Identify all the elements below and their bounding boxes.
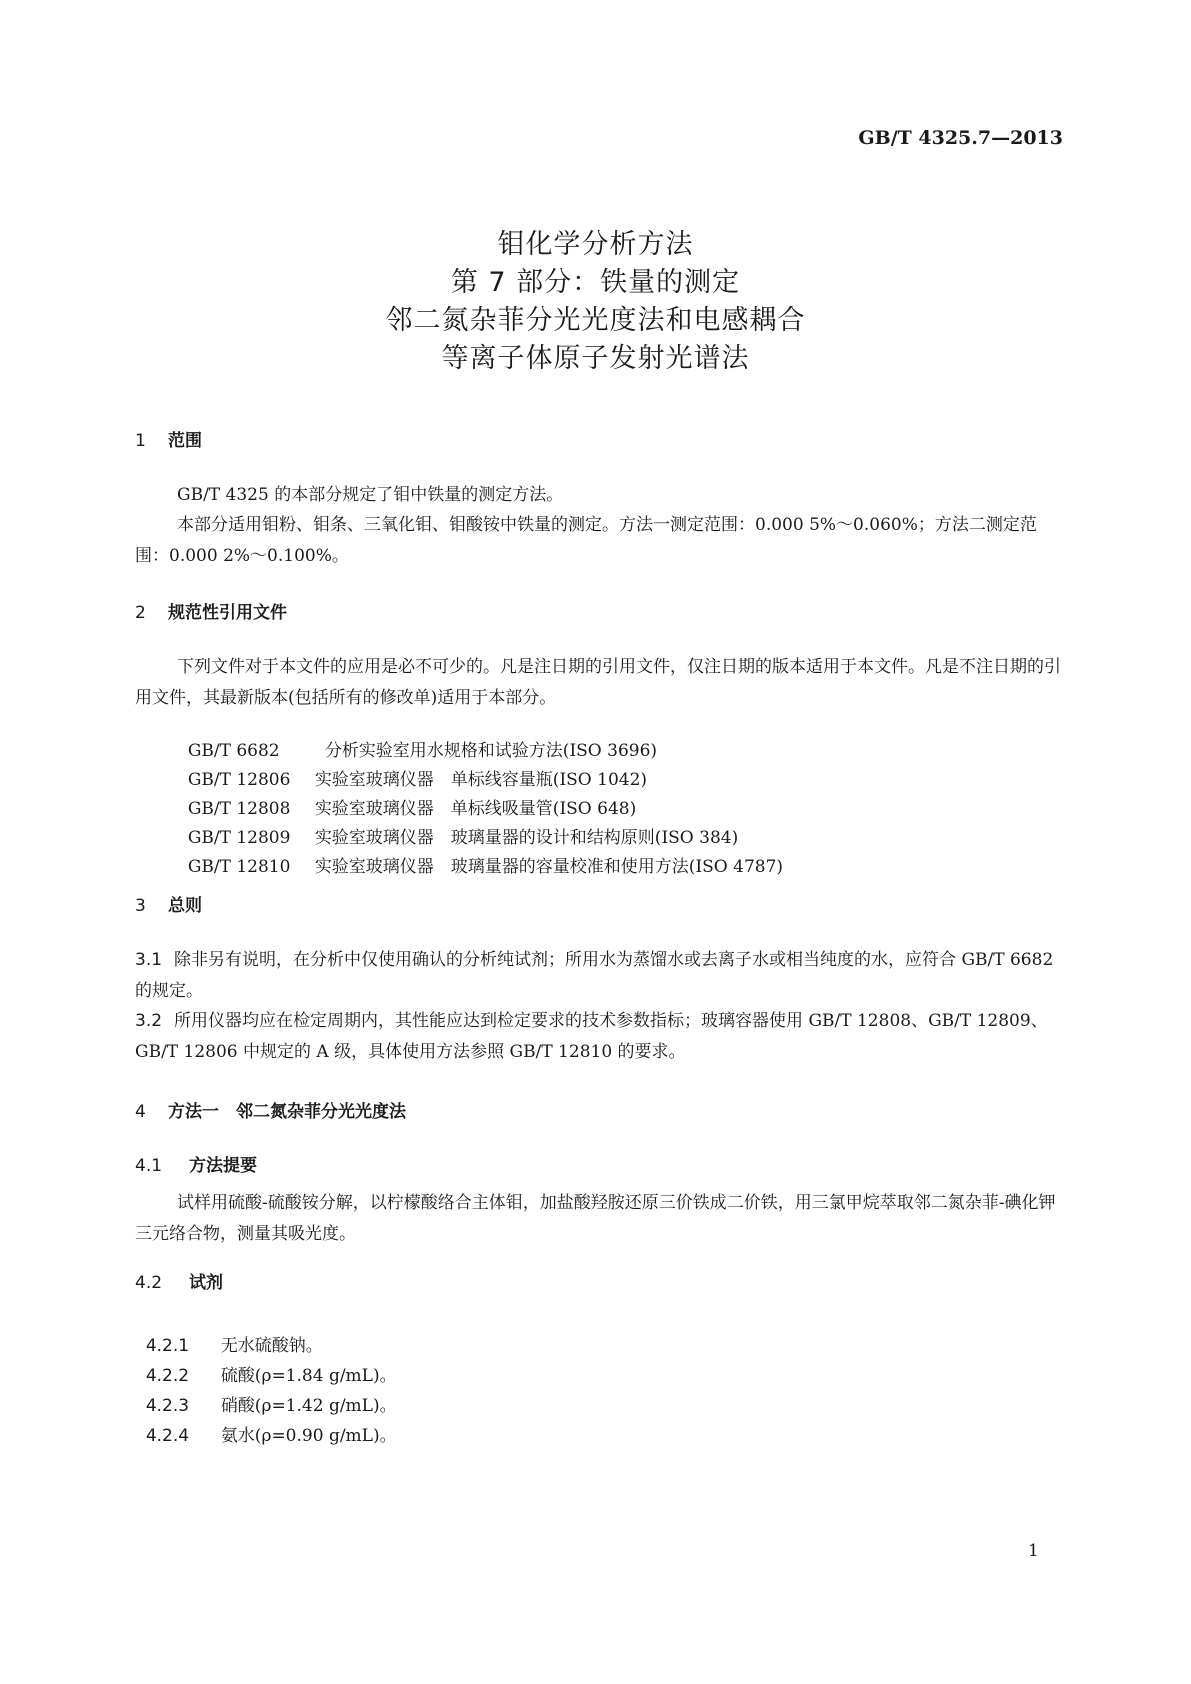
clause-3-1 xyxy=(135,945,1063,1007)
subsection-number: 4.1 xyxy=(135,1156,163,1176)
clause-text: 除非另有说明，在分析中仅使用确认的分析纯试剂；所用水为蒸馏水或去离子水或相当纯度的水，应符合 GB/T 6682 的规定。 xyxy=(135,950,1054,1001)
reference-code: GB/T 6682 xyxy=(187,741,280,761)
reference-text: 实验室玻璃仪器 玻璃量器的容量校准和使用方法(ISO 4787) xyxy=(314,857,784,877)
reagent-number: 4.2.1 xyxy=(145,1336,190,1356)
section-number: 1 xyxy=(135,431,146,451)
section-title: 规范性引用文件 xyxy=(168,603,287,623)
title-line-1: 钼化学分析方法 xyxy=(497,229,694,260)
clause-text: 所用仪器均应在检定周期内，其性能应达到检定要求的技术参数指标；玻璃容器使用 GB/T 12808、GB/T 12809、GB/T 12806 中规定的 A 级，具体使用方法参照 GB/T 12810 的要求。 xyxy=(135,1011,1048,1062)
reference-code: GB/T 12808 xyxy=(187,799,291,819)
title-line-4: 等离子体原子发射光谱法 xyxy=(441,343,750,374)
reagent-text: 无水硫酸钠。 xyxy=(220,1336,323,1356)
section-1-heading xyxy=(135,426,202,451)
clause-3-2 xyxy=(135,1006,1063,1068)
section-title: 总则 xyxy=(168,896,202,916)
subsection-title: 试剂 xyxy=(189,1273,223,1293)
reference-text: 实验室玻璃仪器 玻璃量器的设计和结构原则(ISO 384) xyxy=(314,828,739,848)
reference-text: 实验室玻璃仪器 单标线吸量管(ISO 648) xyxy=(314,799,637,819)
reagent-text: 硫酸(ρ=1.84 g/mL)。 xyxy=(220,1366,397,1386)
reference-code: GB/T 12810 xyxy=(187,857,291,877)
reagent-number: 4.2.4 xyxy=(145,1426,190,1446)
document-title xyxy=(0,226,1191,378)
clause-number: 3.1 xyxy=(135,950,163,970)
subsection-4-2-heading xyxy=(135,1268,223,1293)
reference-item xyxy=(177,832,783,877)
section-number: 3 xyxy=(135,896,146,916)
section-number: 4 xyxy=(135,1102,146,1122)
section-title: 方法一 邻二氮杂菲分光光度法 xyxy=(168,1102,406,1122)
reagent-number: 4.2.2 xyxy=(145,1366,190,1386)
title-line-2: 第 7 部分：铁量的测定 xyxy=(450,267,741,298)
section-number: 2 xyxy=(135,603,146,623)
reagent-item xyxy=(135,1401,397,1446)
title-line-3: 邻二氮杂菲分光光度法和电感耦合 xyxy=(385,305,806,336)
section-3-heading xyxy=(135,891,202,916)
reagent-text: 氨水(ρ=0.90 g/mL)。 xyxy=(220,1426,397,1446)
reagent-text: 硝酸(ρ=1.42 g/mL)。 xyxy=(220,1396,397,1416)
normative-ref-paragraph: 下列文件对于本文件的应用是必不可少的。凡是注日期的引用文件，仅注日期的版本适用于本文件。凡是不注日期的引用文件，其最新版本(包括所有的修改单)适用于本部分。 xyxy=(135,657,1061,708)
subsection-number: 4.2 xyxy=(135,1273,163,1293)
scope-paragraph-2: 本部分适用钼粉、钼条、三氧化钼、钼酸铵中铁量的测定。方法一测定范围：0.000 5%～0.060%；方法二测定范围：0.000 2%～0.100%。 xyxy=(135,515,1037,566)
reference-code: GB/T 12806 xyxy=(187,770,291,790)
reference-text: 分析实验室用水规格和试验方法(ISO 3696) xyxy=(324,741,658,761)
method-summary-paragraph: 试样用硫酸-硫酸铵分解，以柠檬酸络合主体钼，加盐酸羟胺还原三价铁成二价铁，用三氯甲烷萃取邻二氮杂菲-碘化钾三元络合物，测量其吸光度。 xyxy=(135,1193,1056,1244)
section-4-heading xyxy=(135,1097,406,1122)
subsection-title: 方法提要 xyxy=(189,1156,257,1176)
section-title: 范围 xyxy=(168,431,202,451)
reference-text: 实验室玻璃仪器 单标线容量瓶(ISO 1042) xyxy=(314,770,648,790)
page-number: 1 xyxy=(1028,1541,1039,1561)
scope-paragraph-1: GB/T 4325 的本部分规定了钼中铁量的测定方法。 xyxy=(177,485,564,505)
reference-code: GB/T 12809 xyxy=(187,828,291,848)
subsection-4-1-heading xyxy=(135,1151,257,1176)
reagent-number: 4.2.3 xyxy=(145,1396,190,1416)
section-2-heading xyxy=(135,598,287,623)
standard-code: GB/T 4325.7—2013 xyxy=(858,127,1063,149)
clause-number: 3.2 xyxy=(135,1011,163,1031)
